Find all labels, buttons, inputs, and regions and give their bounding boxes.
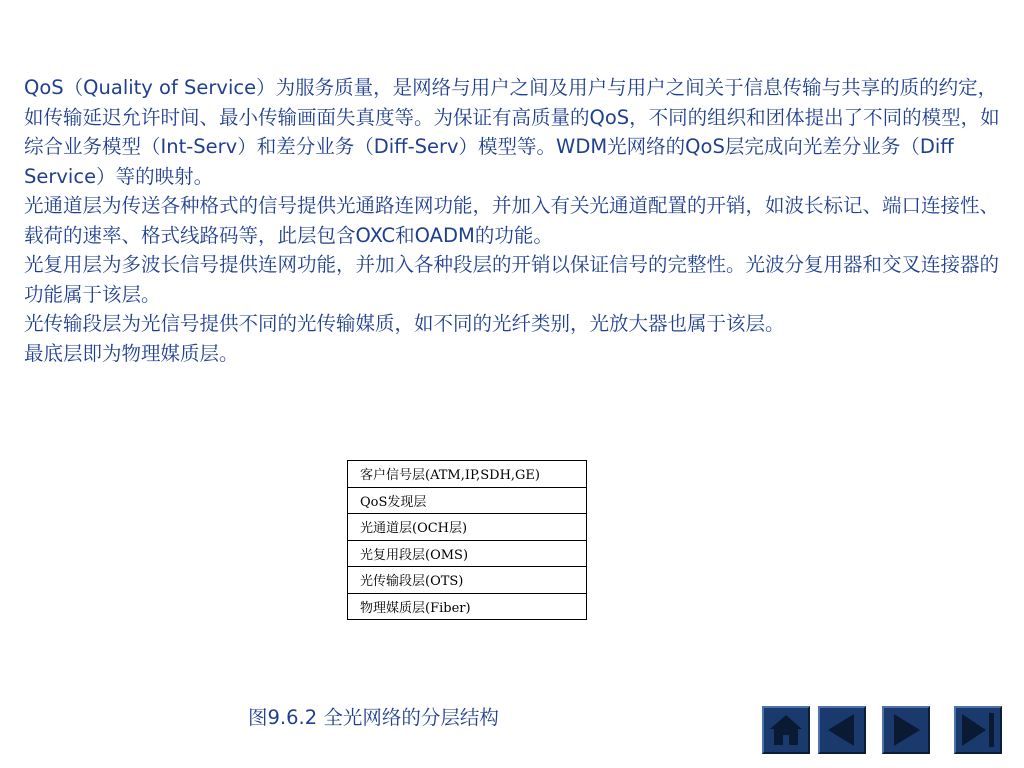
layer-ots: 光传输段层(OTS) [348,567,587,594]
layer-row [348,461,587,488]
paragraph-ots: 光传输段层为光信号提供不同的光传输媒质，如不同的光纤类别，光放大器也属于该层。 [24,312,785,335]
layer-oms: 光复用段层(OMS) [348,540,587,567]
layer-qos: QoS发现层 [348,487,587,514]
last-slide-button[interactable] [954,706,1002,754]
layer-row [348,593,587,620]
next-slide-button[interactable] [882,706,930,754]
paragraph-qos: QoS（Quality of Service）为服务质量，是网络与用户之间及用户与用户之间关于信息传输与共享的质的约定，如传输延迟允许时间、最小传输画面失真度等。为保证有高质量的QoS，不同的组织和团体提出了不同的模型，如综合业务模型（Int-Serv）和差分业务（Diff-Serv）模型等。WDM光网络的QoS层完成向光差分业务（Diff Service）等的映射。 [24,76,1000,188]
home-icon [764,708,808,752]
triangle-right-icon [884,708,928,752]
home-button[interactable] [762,706,810,754]
figure-caption: 图9.6.2 全光网络的分层结构 [248,706,499,729]
triangle-left-icon [820,708,864,752]
paragraph-physical: 最底层即为物理媒质层。 [24,341,239,365]
layer-row [348,514,587,541]
layer-och: 光通道层(OCH层) [348,514,587,541]
layer-fiber: 物理媒质层(Fiber) [348,593,587,620]
end-bar-icon [956,708,1000,752]
layer-client: 客户信号层(ATM,IP,SDH,GE) [348,461,587,488]
layer-row [348,487,587,514]
paragraph-oms: 光复用层为多波长信号提供连网功能，并加入各种段层的开销以保证信号的完整性。光波分复用器和交叉连接器的功能属于该层。 [24,253,1000,306]
layer-diagram [347,460,587,620]
paragraph-och: 光通道层为传送各种格式的信号提供光通路连网功能，并加入有关光通道配置的开销，如波长标记、端口连接性、载荷的速率、格式线路码等，此层包含OXC和OADM的功能。 [24,194,1000,247]
previous-slide-button[interactable] [818,706,866,754]
layer-row [348,540,587,567]
layer-row [348,567,587,594]
body-text [24,73,1014,368]
